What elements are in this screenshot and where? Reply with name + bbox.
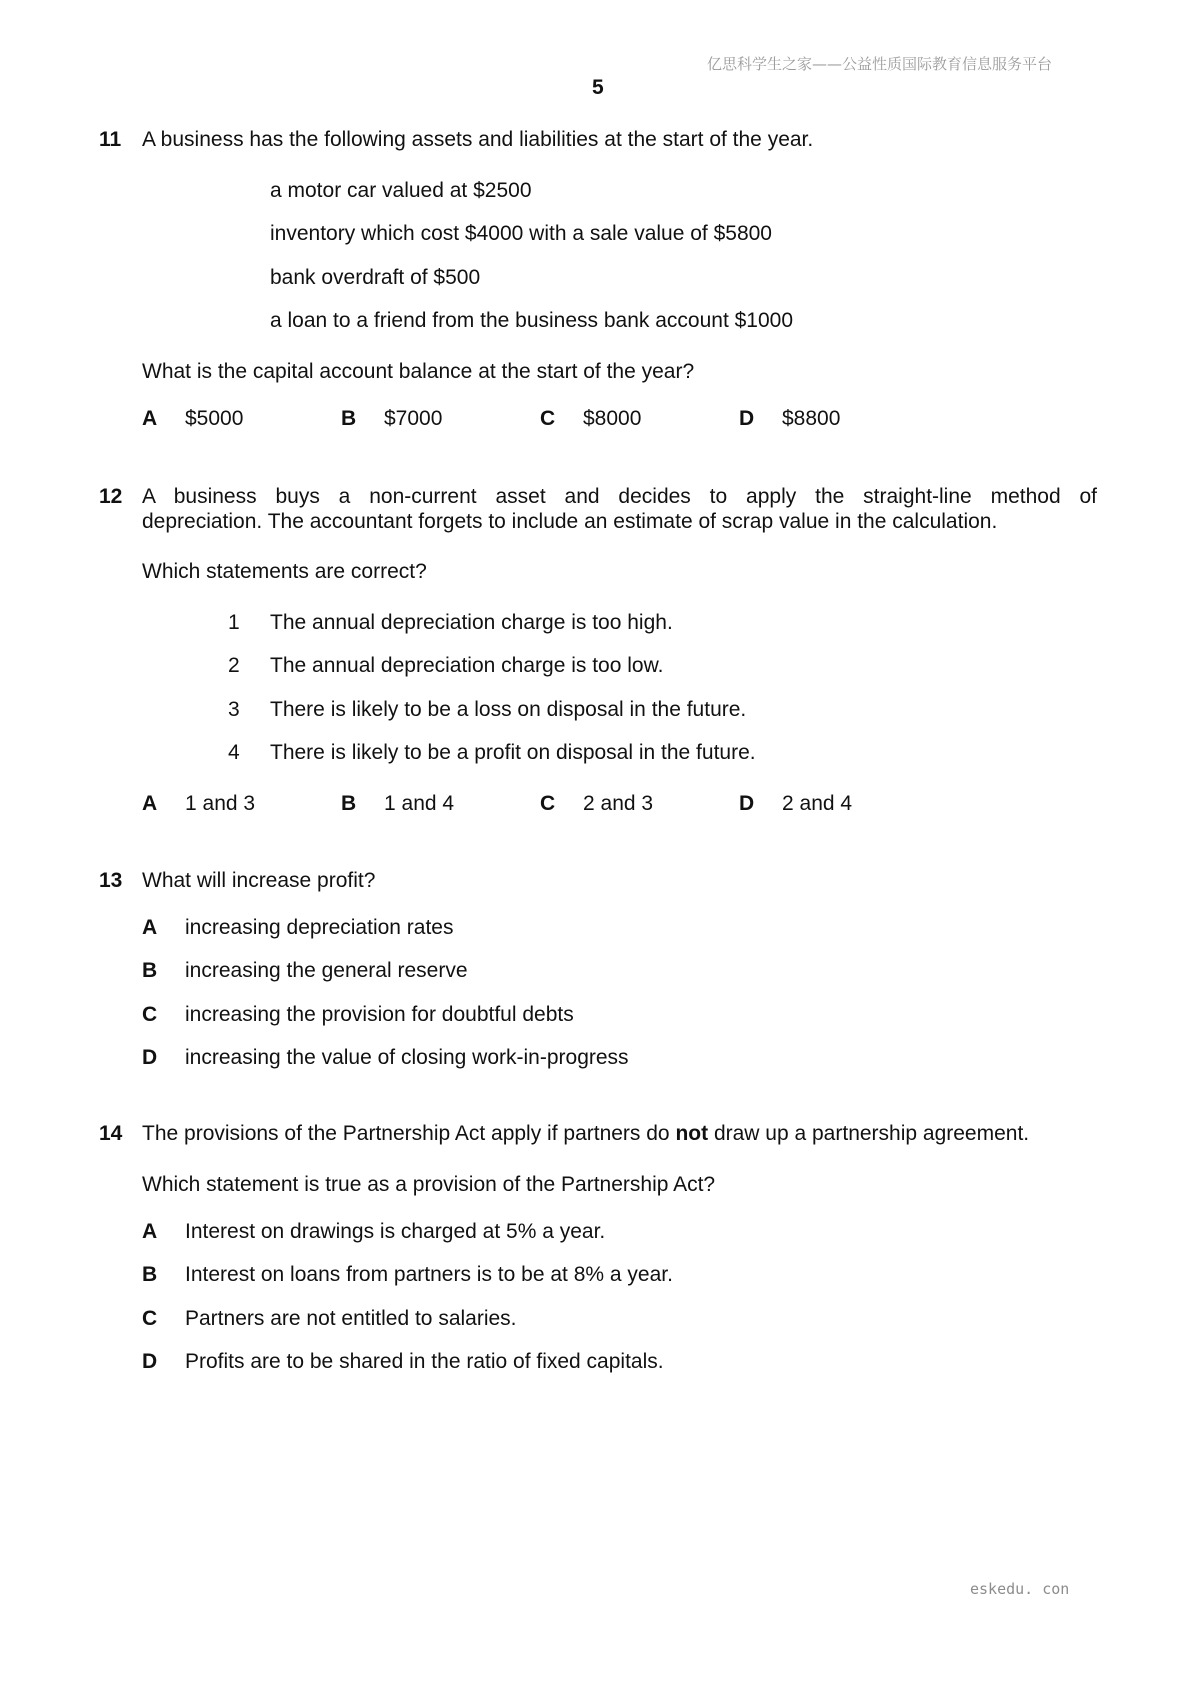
page-number: 5	[592, 76, 604, 99]
statement-number: 4	[228, 741, 240, 764]
option-text-a: Interest on drawings is charged at 5% a year.	[185, 1220, 606, 1243]
question-stem-line: A business buys a non-current asset and decides to apply the straight-line method of	[142, 485, 1097, 508]
statement-number: 1	[228, 611, 240, 634]
question-stem-line: depreciation. The accountant forgets to include an estimate of scrap value in the calculation.	[142, 510, 998, 534]
option-text-a: increasing depreciation rates	[185, 916, 454, 939]
option-letter-a: A	[142, 792, 158, 815]
stem-text: draw up a partnership agreement.	[708, 1122, 1030, 1145]
option-text-a: $5000	[185, 407, 244, 430]
question-stem: What will increase profit?	[142, 869, 376, 892]
statement-text: The annual depreciation charge is too low.	[270, 654, 664, 677]
option-letter-c: C	[142, 1003, 158, 1026]
question-stem: A business has the following assets and liabilities at the start of the year.	[142, 128, 814, 151]
statement-text: There is likely to be a profit on disposal in the future.	[270, 741, 756, 764]
option-text-a: 1 and 3	[185, 792, 256, 815]
stem-text: The provisions of the Partnership Act apply if partners do	[142, 1122, 676, 1145]
option-letter-c: C	[142, 1307, 158, 1330]
option-text-c: 2 and 3	[583, 792, 654, 815]
option-text-b: 1 and 4	[384, 792, 455, 815]
option-letter-d: D	[142, 1046, 158, 1069]
option-letter-a: A	[142, 1220, 158, 1243]
question-stem	[142, 1121, 1029, 1146]
option-text-d: Profits are to be shared in the ratio of fixed capitals.	[185, 1350, 664, 1373]
stem-emphasis: not	[675, 1122, 709, 1145]
option-letter-a: A	[142, 916, 158, 939]
statement-text: There is likely to be a loss on disposal in the future.	[270, 698, 747, 721]
option-letter-c: C	[540, 792, 556, 815]
question-number: 14	[99, 1122, 123, 1145]
list-item: inventory which cost $4000 with a sale value of $5800	[270, 222, 772, 245]
option-text-b: $7000	[384, 407, 443, 430]
option-text-b: increasing the general reserve	[185, 959, 468, 982]
question-prompt: What is the capital account balance at the start of the year?	[142, 360, 695, 383]
header-watermark: 亿思科学生之家——公益性质国际教育信息服务平台	[706, 55, 1052, 73]
footer-watermark: eskedu. con	[970, 1580, 1070, 1598]
option-text-d: 2 and 4	[782, 792, 853, 815]
statement-number: 3	[228, 698, 240, 721]
option-letter-b: B	[142, 959, 158, 982]
option-text-d: increasing the value of closing work-in-progress	[185, 1046, 629, 1069]
statement-number: 2	[228, 654, 240, 677]
question-number: 13	[99, 869, 123, 892]
question-number: 11	[99, 128, 122, 151]
option-text-d: $8800	[782, 407, 841, 430]
question-prompt: Which statement is true as a provision of the Partnership Act?	[142, 1173, 716, 1196]
option-text-b: Interest on loans from partners is to be at 8% a year.	[185, 1263, 673, 1286]
option-letter-b: B	[341, 407, 357, 430]
question-stem	[142, 484, 1097, 534]
list-item: a motor car valued at $2500	[270, 179, 532, 202]
option-letter-c: C	[540, 407, 556, 430]
list-item: bank overdraft of $500	[270, 266, 481, 289]
option-text-c: $8000	[583, 407, 642, 430]
option-text-c: increasing the provision for doubtful debts	[185, 1003, 574, 1026]
list-item: a loan to a friend from the business bank account $1000	[270, 309, 794, 332]
statement-text: The annual depreciation charge is too high.	[270, 611, 673, 634]
question-prompt: Which statements are correct?	[142, 560, 427, 583]
option-text-c: Partners are not entitled to salaries.	[185, 1307, 517, 1330]
option-letter-b: B	[341, 792, 357, 815]
option-letter-b: B	[142, 1263, 158, 1286]
question-number: 12	[99, 485, 123, 508]
option-letter-d: D	[739, 407, 755, 430]
option-letter-d: D	[739, 792, 755, 815]
option-letter-d: D	[142, 1350, 158, 1373]
option-letter-a: A	[142, 407, 158, 430]
